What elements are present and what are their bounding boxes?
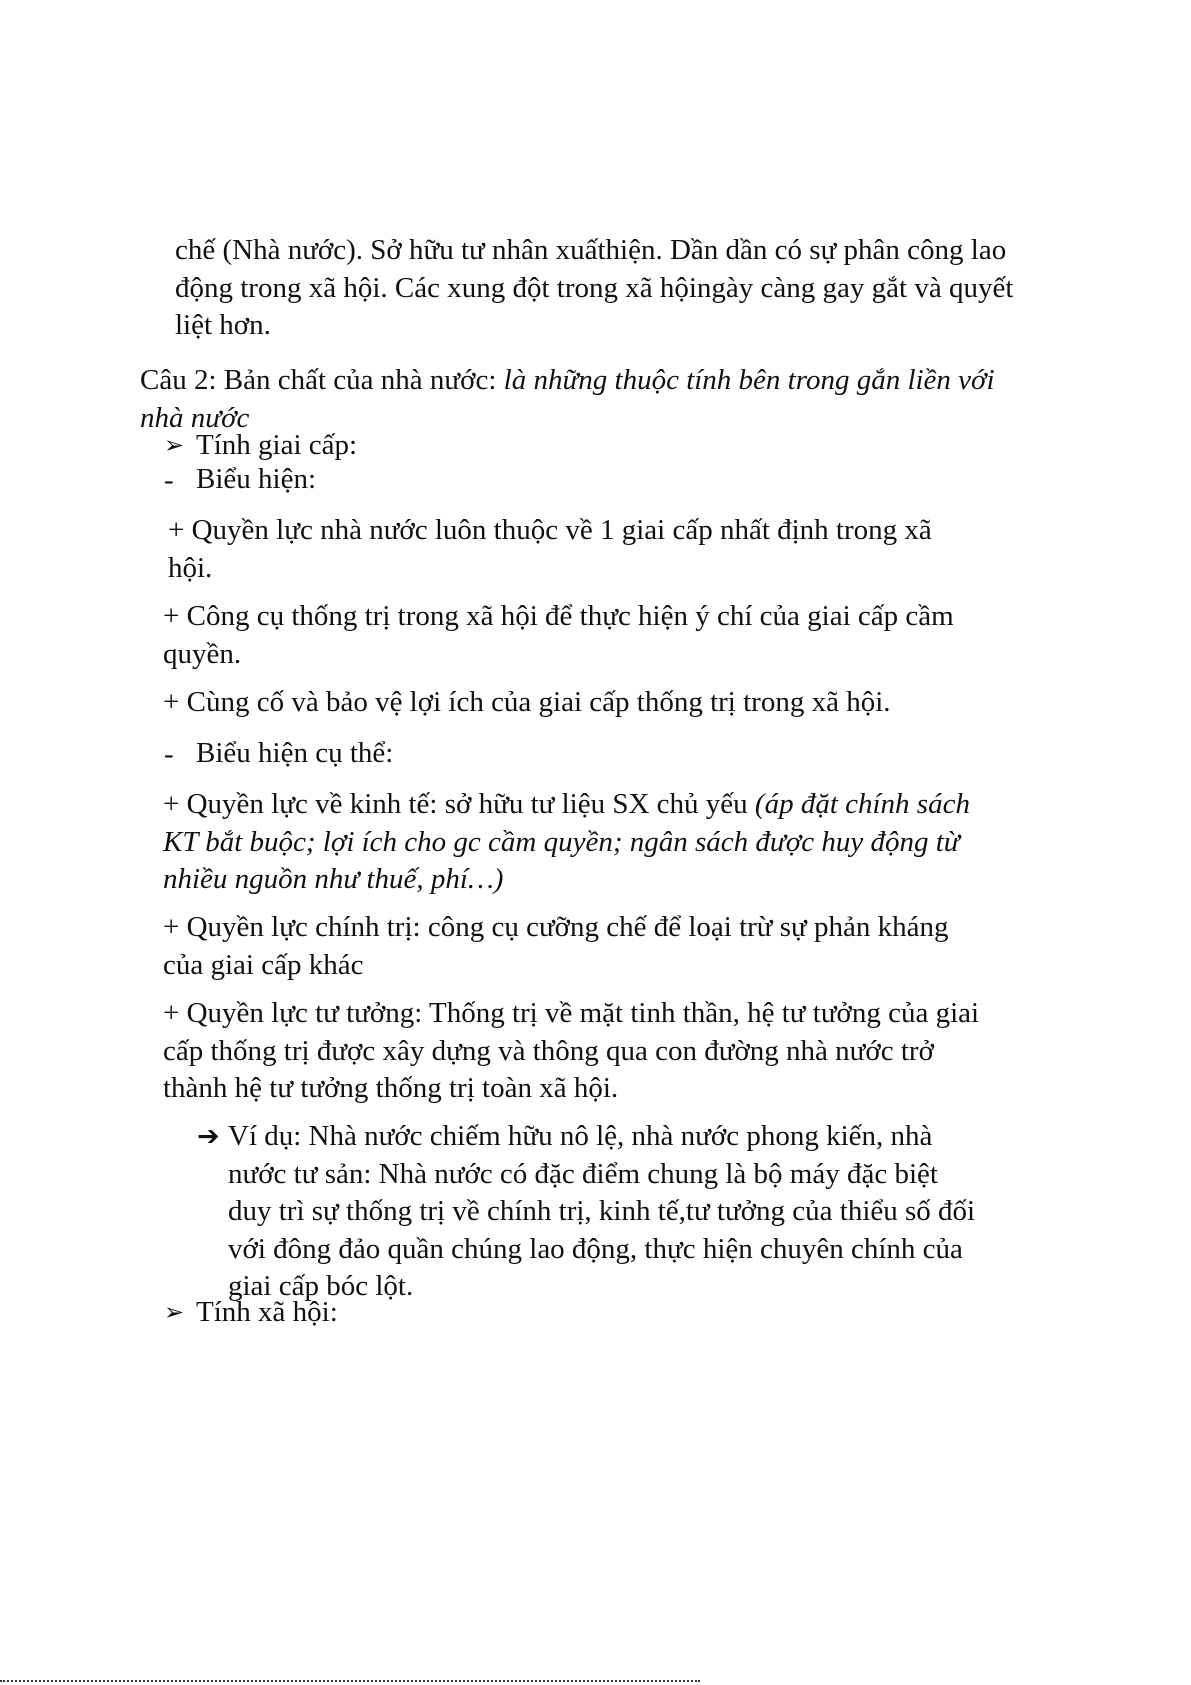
expression-point: + Cùng cố và bảo vệ lợi ích của giai cấp thống trị trong xã hội. xyxy=(163,686,891,718)
arrow-right-icon: ➔ xyxy=(197,1121,220,1151)
class-nature-heading: Tính giai cấp: xyxy=(196,429,358,461)
specific-expression-label: Biểu hiện cụ thể: xyxy=(196,737,394,769)
expression-point: + Quyền lực nhà nước luôn thuộc về 1 giai cấp nhất định trong xã hội. xyxy=(168,514,932,584)
expression-label: Biểu hiện: xyxy=(196,463,317,495)
economic-power-text: + Quyền lực về kinh tế: sở hữu tư liệu SX chủ yếu xyxy=(163,788,755,820)
question-2-label: Câu 2: Bản chất của nhà nước: xyxy=(140,364,504,396)
dash-bullet: - xyxy=(164,464,174,496)
example-paragraph: Ví dụ: Nhà nước chiếm hữu nô lệ, nhà nước phong kiến, nhà nước tư sản: Nhà nước có đặc điểm chung là bộ máy đặc biệt duy trì sự thống trị về chính trị, kinh tế,tư tưởng của thiểu số đối với đông đảo quần chúng lao động, thực hiện chuyên chính của giai cấp bóc lột. xyxy=(228,1120,976,1302)
expression-point: + Công cụ thống trị trong xã hội để thực hiện ý chí của giai cấp cầm quyền. xyxy=(163,600,954,670)
dash-bullet: - xyxy=(164,738,174,770)
ideological-power: + Quyền lực tư tưởng: Thống trị về mặt tinh thần, hệ tư tưởng của giai cấp thống trị được xây dựng và thông qua con đường nhà nước trở thành hệ tư tưởng thống trị toàn xã hội. xyxy=(163,997,980,1104)
intro-paragraph: chế (Nhà nước). Sở hữu tư nhân xuấthiện. Dần dần có sự phân công lao động trong xã hội. Các xung đột trong xã hộingày càng gay gắt và quyết liệt hơn. xyxy=(175,234,1014,341)
page-bottom-border xyxy=(0,1680,700,1682)
economic-power xyxy=(163,786,993,899)
political-power: + Quyền lực chính trị: công cụ cưỡng chế để loại trừ sự phản kháng của giai cấp khác xyxy=(163,911,949,981)
question-2-definition: là những thuộc tính bên trong gắn liền với nhà nước xyxy=(140,364,995,434)
social-nature-heading: Tính xã hội: xyxy=(196,1296,338,1328)
economic-power-note: (áp đặt chính sách KT bắt buộc; lợi ích cho gc cầm quyền; ngân sách được huy động từ nhiều nguồn như thuế, phí…) xyxy=(163,788,970,895)
arrowhead-bullet-icon: ➢ xyxy=(164,433,185,459)
question-2-heading xyxy=(140,362,1040,437)
arrowhead-bullet-icon: ➢ xyxy=(164,1300,185,1326)
